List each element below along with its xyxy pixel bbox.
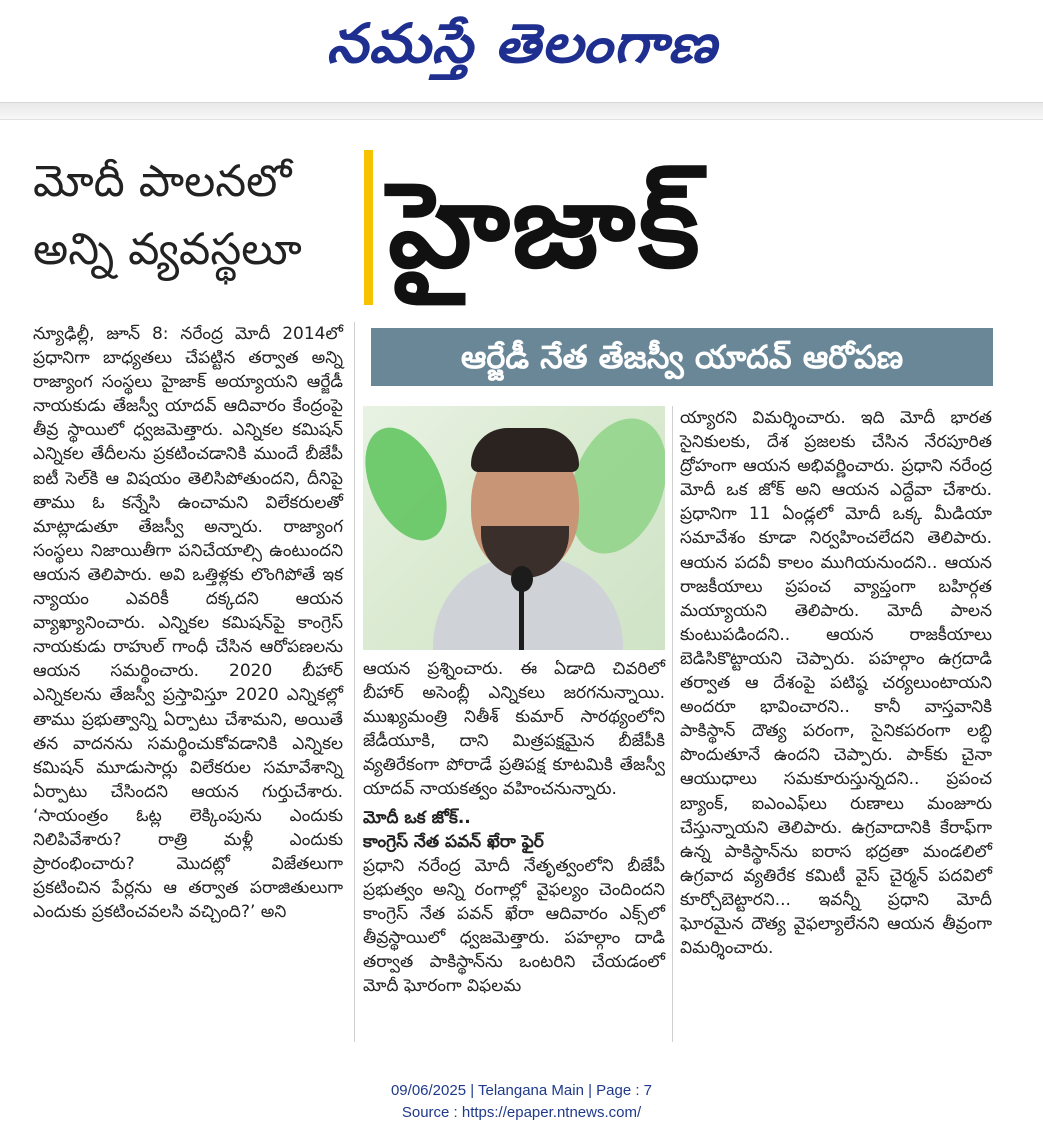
microphone-icon: [511, 566, 533, 592]
page-footer: [0, 1080, 1043, 1124]
article-column-2: [363, 657, 665, 998]
article-text: ప్రధాని నరేంద్ర మోదీ నేతృత్వంలోని బీజేపీ ప్రభుత్వం అన్ని రంగాల్లో వైఫల్యం చెందిందని కాంగ్రెస్ నేత పవన్ ఖేరా ఆదివారం ఎక్స్‌లో తీవ్రస్థాయిలో ధ్వజమెత్తారు. పహల్గాం దాడి తర్వాత పాకిస్థాన్‌ను ఒంటరిని చేయడంలో మోదీ ఘోరంగా విఫలమ: [363, 855, 665, 997]
source-link[interactable]: Source : https://epaper.ntnews.com/: [401, 1104, 642, 1121]
edition-info: 09/06/2025 | Telangana Main | Page : 7: [390, 1082, 653, 1099]
headline-kicker: మోదీ పాలనలో అన్ని వ్యవస్థలూ: [33, 156, 302, 275]
section-subheading: కాంగ్రెస్ నేత పవన్ ఖేరా ఫైర్: [363, 831, 544, 852]
column-divider: [354, 322, 355, 1042]
column-divider: [672, 406, 673, 1042]
article-photo: [363, 406, 665, 650]
accent-bar: [364, 150, 373, 305]
article-text: ఆయన ప్రశ్నించారు. ఈ ఏడాది చివరిలో బీహార్ అసెంబ్లీ ఎన్నికలు జరగనున్నాయి. ముఖ్యమంత్రి నితీశ్ కుమార్ సారథ్యంలోని జేడీయూకి, దాని మిత్రపక్షమైన బీజేపీకి వ్యతిరేకంగా పోరాడే ప్రతిపక్ష కూటమికి తేజస్వీ యాదవ్ నాయకత్వం వహించనున్నారు.: [363, 659, 665, 800]
background-leaf-shape: [363, 415, 463, 553]
article-column-3: [680, 406, 992, 960]
headline: హైజాక్: [388, 156, 702, 294]
person-hair: [471, 428, 579, 472]
subheadline: ఆర్జేడీ నేత తేజస్వీ యాదవ్ ఆరోపణ: [371, 328, 993, 386]
newspaper-logo: నమస్తే తెలంగాణ: [326, 11, 717, 75]
masthead: [0, 0, 1043, 100]
section-subheading: మోదీ ఒక జోక్..: [363, 807, 471, 828]
article-text: న్యూఢిల్లీ, జూన్ 8: నరేంద్ర మోదీ 2014లో ప్రధానిగా బాధ్యతలు చేపట్టిన తర్వాత అన్ని రాజ్యాంగ సంస్థలు హైజాక్ అయ్యాయని ఆర్జేడీ నాయకుడు తేజస్వీ యాదవ్ ఆదివారం కేంద్రంపై తీవ్ర స్థాయిలో ధ్వజమెత్తారు. ఎన్నికల కమిషన్ ఎన్నికల తేదీలను ప్రకటించడానికి ముందే బీజేపీ ఐటీ సెల్‌కి ఆ విషయం తెలిసిపోతుందని, దీనిపై తాము ఓ కన్నేసి ఉంచామని విలేకరులతో మాట్లాడుతూ తేజస్వీ అన్నారు. రాజ్యాంగ సంస్థలు నిజాయితీగా పనిచేయాల్సి ఉంటుందని ఆయన తెలిపారు. అవి ఒత్తిళ్లకు లొంగిపోతే ఇక న్యాయం ఎవరికీ దక్కదని ఆయన వ్యాఖ్యానించారు. ఎన్నికల కమిషన్‌పై కాంగ్రెస్ నాయకుడు రాహుల్ గాంధీ చేసిన ఆరోపణలను ఆయన సమర్థించారు. 2020 బీహార్ ఎన్నికలను తేజస్వీ ప్రస్తావిస్తూ 2020 ఎన్నికల్లో తాము ప్రభుత్వాన్ని ఏర్పాటు చేశామని, అయితే తన వాదనను సమర్థించుకోవడానికి ఎన్నికల కమిషన్ మూడుసార్లు విలేకరుల సమావేశాన్ని ఏర్పాటు చేసిందని ఆయన గుర్తుచేశారు. ‘సాయంత్రం ఓట్ల లెక్కింపును ఎందుకు నిలిపివేశారు? రాత్రి మళ్లీ ఎందుకు ప్రారంభించారు? మొదట్లో విజేతలుగా ప్రకటించిన పేర్లను ఆ తర్వాత పరాజితులుగా ఎందుకు ప్రకటించవలసి వచ్చింది?’ అని: [33, 324, 343, 923]
article-column-1: [33, 322, 343, 924]
article-text: య్యారని విమర్శించారు. ఇది మోదీ భారత సైనికులకు, దేశ ప్రజలకు చేసిన నేరపూరిత ద్రోహంగా ఆయన అభివర్ణించారు. ప్రధాని నరేంద్ర మోదీ ఒక జోక్ అని ఆయన ఎద్దేవా చేశారు. ప్రధానిగా 11 ఏండ్లలో మోదీ ఒక్క మీడియా సమావేశం కూడా నిర్వహించలేదని తెలిపారు. ఆయన పదవీ కాలం ముగియనుందని.. ఆయన రాజకీయాలు ప్రపంచ వ్యాప్తంగా బహిర్గత మయ్యాయని తెలిపారు. మోదీ పాలన కుంటుపడిందని.. ఆయన రాజకీయాలు బెడిసికొట్టాయని చెప్పారు. పహల్గాం ఉగ్రదాడి తర్వాత ఆ దేశంపై పటిష్ఠ చర్యలుంటాయని అందరూ భావించారని.. కానీ వాస్తవానికి పాకిస్థాన్ దౌత్య పరంగా, సైనికపరంగా లబ్ధి పొందుతూనే ఉందని చెప్పారు. పాక్‌కు చైనా ఆయుధాలు సమకూరుస్తున్నదని.. ప్రపంచ బ్యాంక్, ఐఎంఎఫ్‌లు రుణాలు మంజూరు చేస్తున్నాయని తెలిపారు. ఉగ్రవాదానికి కేరాఫ్‌గా ఉన్న పాకిస్థాన్‌ను ఐరాస భద్రతా మండలిలో ఉగ్రవాద వ్యతిరేక కమిటీ వైస్ చైర్మన్ పదవిలో కూర్చోబెట్టారని... ఇవన్నీ ప్రధాని మోదీ ఘోరమైన దౌత్య వైఫల్యాలేనని ఆయన తీవ్రంగా విమర్శించారు.: [680, 408, 992, 959]
microphone-stand: [519, 588, 524, 650]
masthead-divider: [0, 102, 1043, 120]
